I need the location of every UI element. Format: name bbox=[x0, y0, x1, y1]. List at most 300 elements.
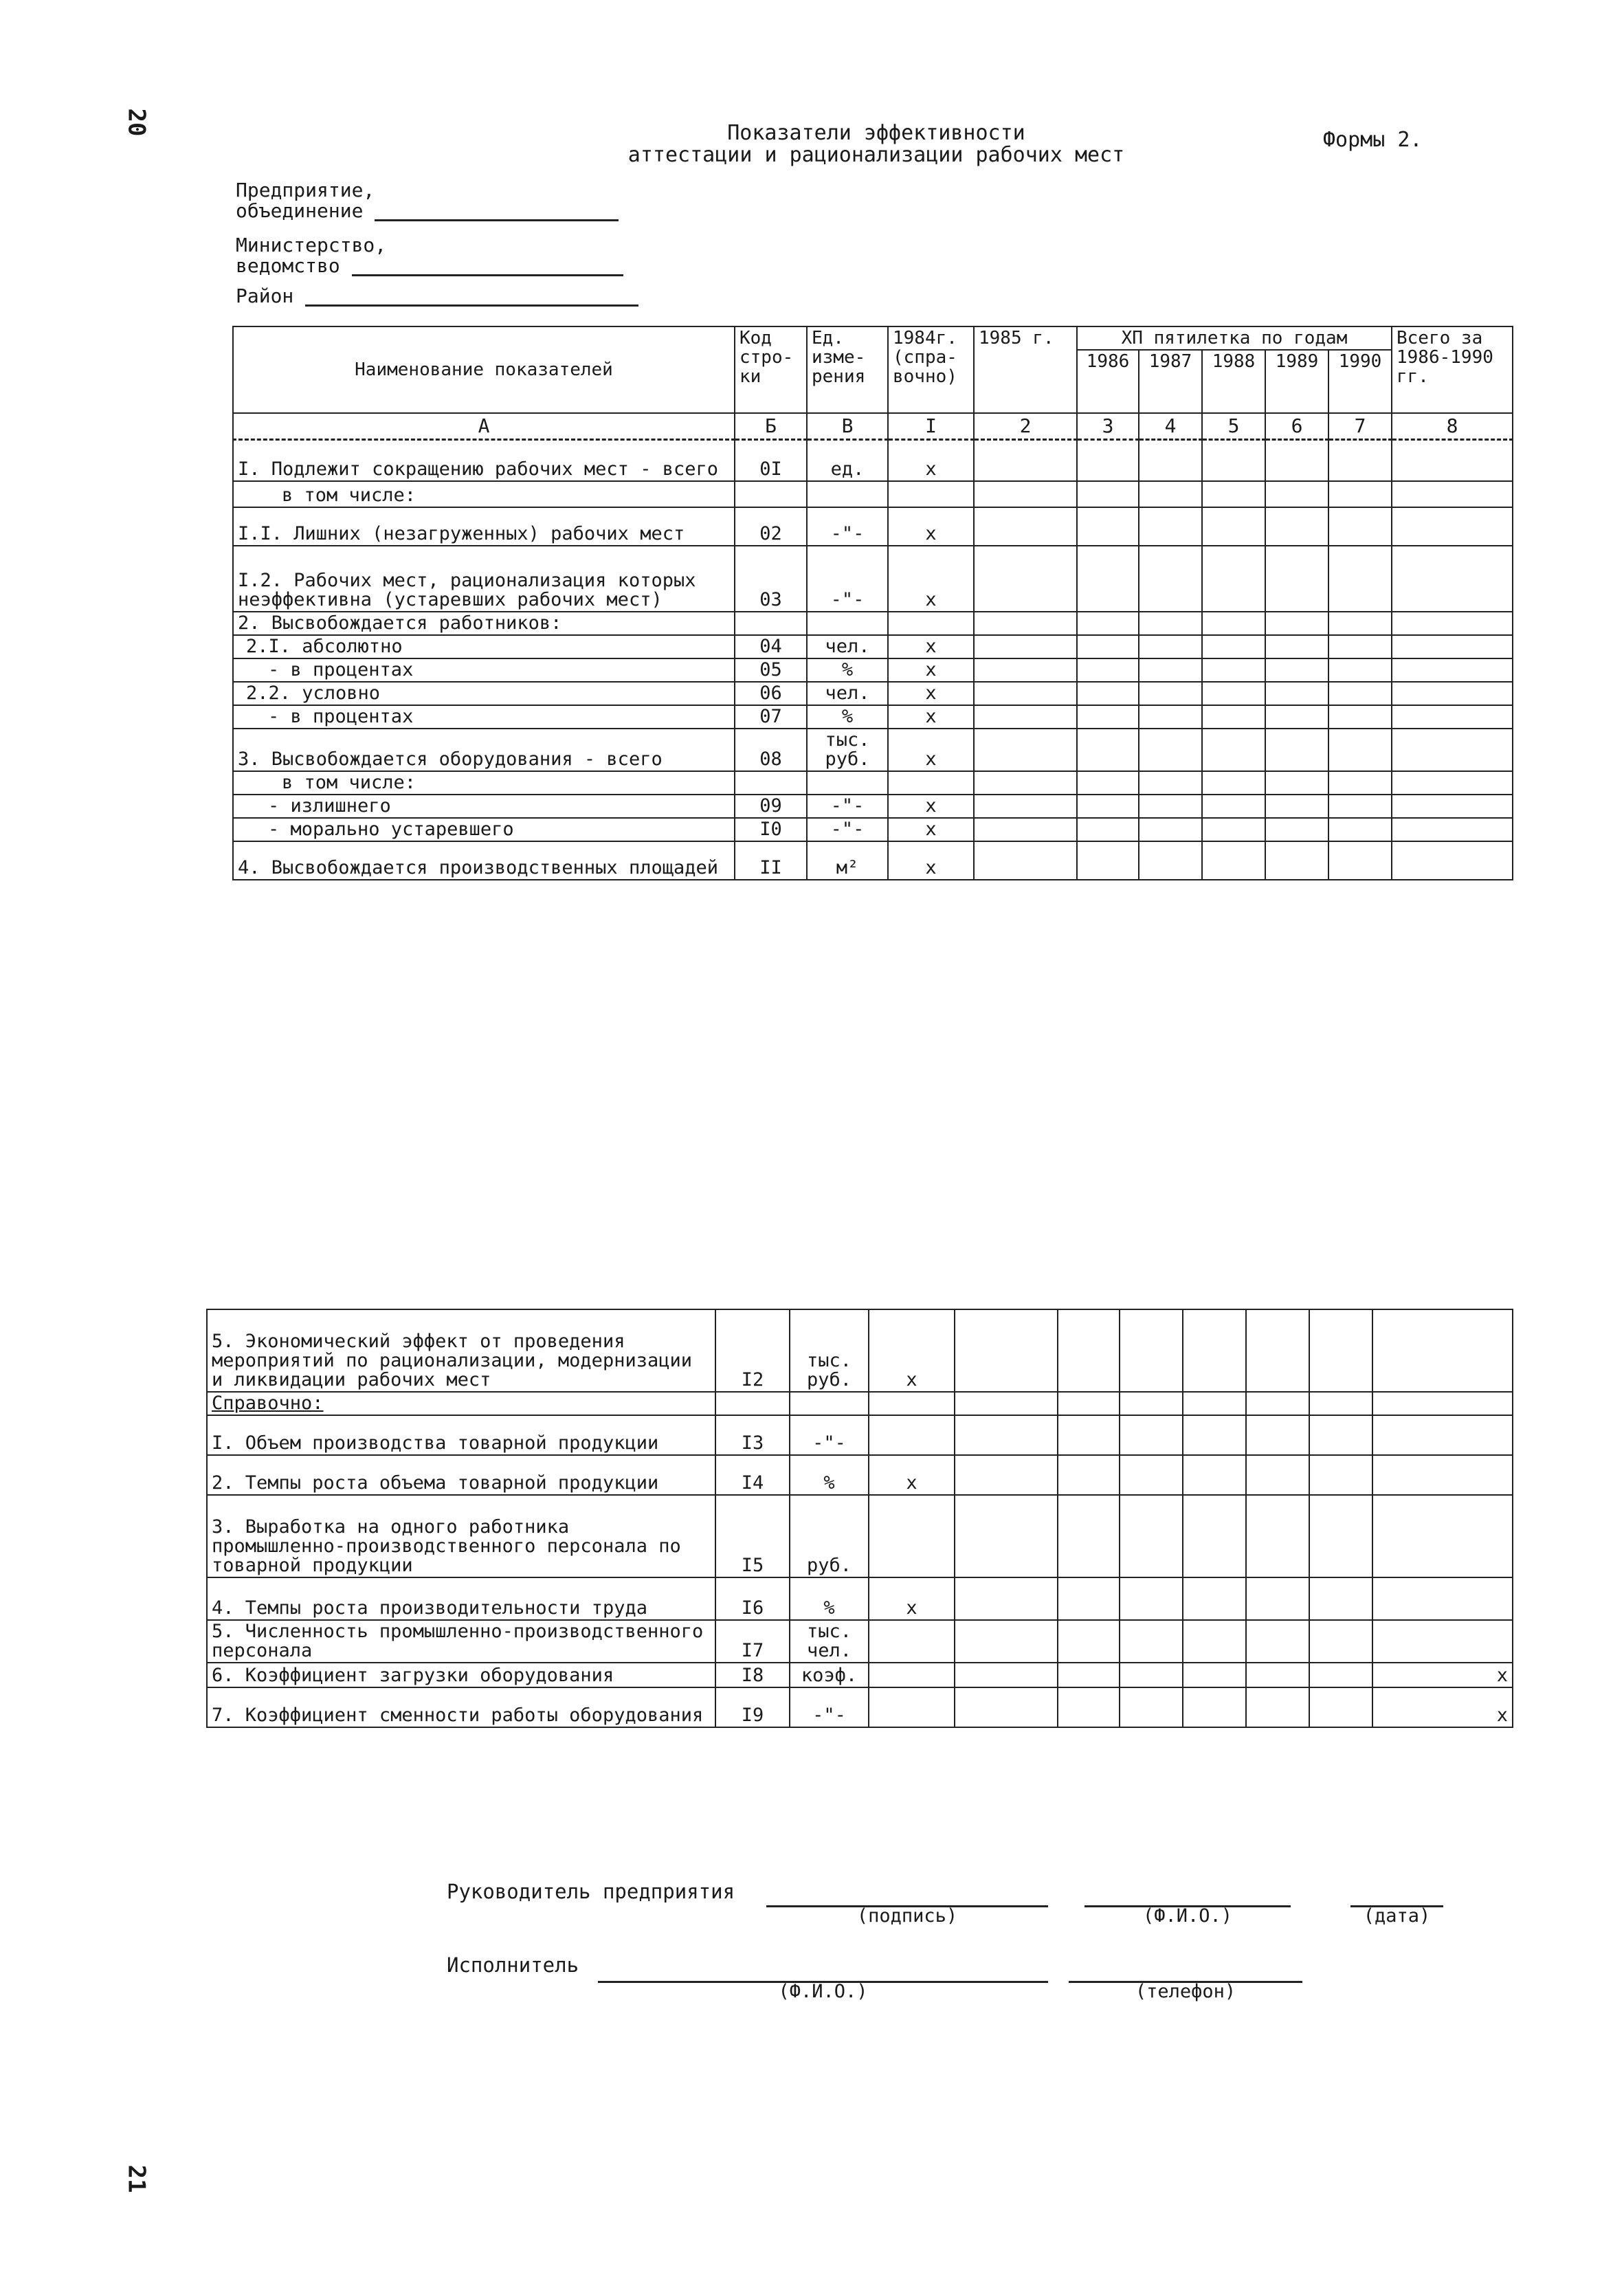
empty-value-cell[interactable] bbox=[955, 1455, 1058, 1495]
row-code: I0 bbox=[735, 818, 807, 841]
row-unit: -"- bbox=[807, 507, 888, 546]
empty-value-cell[interactable] bbox=[1392, 658, 1513, 682]
row-code: 03 bbox=[735, 546, 807, 612]
ministry-label-1: Министерство, bbox=[236, 234, 387, 256]
empty-value-cell[interactable] bbox=[1202, 635, 1265, 658]
empty-value-cell[interactable] bbox=[1246, 1392, 1309, 1415]
row-code: II bbox=[735, 841, 807, 880]
empty-value-cell[interactable] bbox=[1139, 481, 1202, 507]
table-row bbox=[233, 771, 1513, 795]
empty-value-cell[interactable] bbox=[974, 635, 1077, 658]
empty-value-cell[interactable] bbox=[1246, 1309, 1309, 1392]
row-unit: -"- bbox=[807, 795, 888, 818]
empty-value-cell[interactable] bbox=[1139, 795, 1202, 818]
empty-value-cell[interactable] bbox=[1392, 729, 1513, 771]
empty-value-cell[interactable] bbox=[1265, 841, 1328, 880]
row-code: 08 bbox=[735, 729, 807, 771]
row-name: 3. Высвобождается оборудования - всего bbox=[233, 729, 735, 771]
executor-label: Исполнитель bbox=[447, 1953, 579, 1977]
empty-value-cell[interactable] bbox=[1309, 1687, 1372, 1727]
table-row bbox=[207, 1687, 1513, 1727]
row-unit: % bbox=[790, 1577, 869, 1620]
empty-value-cell[interactable] bbox=[1265, 546, 1328, 612]
row-unit: чел. bbox=[807, 635, 888, 658]
empty-value-cell[interactable] bbox=[974, 795, 1077, 818]
row-code: I4 bbox=[715, 1455, 790, 1495]
table-row bbox=[233, 481, 1513, 507]
table-row bbox=[207, 1620, 1513, 1663]
empty-value-cell[interactable] bbox=[1202, 658, 1265, 682]
phone-caption: (телефон) bbox=[1135, 1981, 1236, 2002]
row-unit: -"- bbox=[807, 818, 888, 841]
empty-value-cell[interactable] bbox=[1246, 1620, 1309, 1663]
empty-value-cell[interactable] bbox=[1265, 682, 1328, 705]
empty-value-cell[interactable] bbox=[1328, 612, 1392, 635]
col-index: I bbox=[888, 413, 974, 440]
empty-value-cell[interactable] bbox=[1309, 1620, 1372, 1663]
empty-value-cell[interactable] bbox=[1183, 1415, 1246, 1455]
empty-value-cell[interactable] bbox=[1265, 658, 1328, 682]
table-row bbox=[207, 1495, 1513, 1577]
row-unit: % bbox=[790, 1455, 869, 1495]
empty-value-cell[interactable] bbox=[1139, 682, 1202, 705]
row-unit: коэф. bbox=[790, 1663, 869, 1687]
table-row bbox=[207, 1455, 1513, 1495]
col-index: 3 bbox=[1077, 413, 1139, 440]
row-1984 bbox=[869, 1620, 955, 1663]
empty-value-cell[interactable] bbox=[1202, 818, 1265, 841]
row-name: 5. Экономический эффект от проведения мероприятий по рационализации, модернизации и ликвидации рабочих мест bbox=[207, 1309, 715, 1392]
empty-value-cell[interactable] bbox=[1246, 1415, 1309, 1455]
empty-value-cell[interactable] bbox=[1328, 795, 1392, 818]
row-name: 2.2. условно bbox=[233, 682, 735, 705]
table-row bbox=[207, 1415, 1513, 1455]
ministry-field bbox=[236, 235, 623, 276]
empty-value-cell[interactable] bbox=[1328, 705, 1392, 729]
empty-value-cell[interactable] bbox=[1077, 507, 1139, 546]
col-index: 4 bbox=[1139, 413, 1202, 440]
header-1984: 1984г. (спра-вочно) bbox=[888, 326, 974, 413]
empty-value-cell[interactable] bbox=[1328, 818, 1392, 841]
header-name: Наименование показателей bbox=[233, 326, 735, 413]
empty-value-cell[interactable] bbox=[1309, 1415, 1372, 1455]
ministry-input-line[interactable] bbox=[352, 258, 623, 276]
table-row bbox=[233, 546, 1513, 612]
header-plan: ХП пятилетка по годам bbox=[1077, 326, 1392, 350]
empty-value-cell[interactable] bbox=[1077, 818, 1139, 841]
table-row bbox=[233, 795, 1513, 818]
empty-value-cell[interactable] bbox=[1139, 635, 1202, 658]
empty-value-cell[interactable] bbox=[1139, 729, 1202, 771]
row-code: 05 bbox=[735, 658, 807, 682]
row-code: I7 bbox=[715, 1620, 790, 1663]
table-row bbox=[233, 818, 1513, 841]
empty-value-cell[interactable] bbox=[1058, 1663, 1120, 1687]
empty-value-cell[interactable] bbox=[1392, 507, 1513, 546]
empty-value-cell[interactable] bbox=[1120, 1687, 1183, 1727]
row-code bbox=[715, 1392, 790, 1415]
row-unit bbox=[807, 612, 888, 635]
empty-value-cell[interactable] bbox=[1077, 795, 1139, 818]
empty-value-cell[interactable] bbox=[974, 658, 1077, 682]
header-1986: 1986 bbox=[1077, 350, 1139, 413]
empty-value-cell[interactable] bbox=[1077, 729, 1139, 771]
empty-value-cell[interactable] bbox=[1139, 658, 1202, 682]
empty-value-cell[interactable] bbox=[1309, 1495, 1372, 1577]
empty-value-cell[interactable] bbox=[1183, 1577, 1246, 1620]
enterprise-input-line[interactable] bbox=[375, 203, 619, 221]
empty-value-cell[interactable] bbox=[1058, 1687, 1120, 1727]
header-1985: 1985 г. bbox=[974, 326, 1077, 413]
date-caption: (дата) bbox=[1363, 1905, 1431, 1927]
empty-value-cell[interactable] bbox=[1309, 1392, 1372, 1415]
row-unit: тыс. руб. bbox=[807, 729, 888, 771]
table-row bbox=[207, 1392, 1513, 1415]
empty-value-cell[interactable] bbox=[1392, 841, 1513, 880]
empty-value-cell[interactable] bbox=[1328, 507, 1392, 546]
enterprise-label-1: Предприятие, bbox=[236, 179, 375, 201]
empty-value-cell[interactable] bbox=[1328, 841, 1392, 880]
row-name: 7. Коэффициент сменности работы оборудования bbox=[207, 1687, 715, 1727]
empty-value-cell[interactable] bbox=[1058, 1392, 1120, 1415]
row-total bbox=[1372, 1415, 1513, 1455]
empty-value-cell[interactable] bbox=[1265, 771, 1328, 795]
empty-value-cell[interactable] bbox=[955, 1392, 1058, 1415]
empty-value-cell[interactable] bbox=[1265, 481, 1328, 507]
empty-value-cell[interactable] bbox=[1265, 612, 1328, 635]
row-code: I5 bbox=[715, 1495, 790, 1577]
header-code: Код стро-ки bbox=[735, 326, 807, 413]
row-code bbox=[735, 612, 807, 635]
row-code: 06 bbox=[735, 682, 807, 705]
empty-value-cell[interactable] bbox=[1120, 1495, 1183, 1577]
row-code: I6 bbox=[715, 1577, 790, 1620]
reference-table bbox=[206, 1309, 1513, 1728]
row-1984: x bbox=[888, 635, 974, 658]
row-1984: x bbox=[869, 1455, 955, 1495]
enterprise-field bbox=[236, 180, 619, 221]
empty-value-cell[interactable] bbox=[974, 612, 1077, 635]
header-1988: 1988 bbox=[1202, 350, 1265, 413]
empty-value-cell[interactable] bbox=[955, 1687, 1058, 1727]
empty-value-cell[interactable] bbox=[974, 481, 1077, 507]
empty-value-cell[interactable] bbox=[1309, 1577, 1372, 1620]
row-unit: % bbox=[807, 705, 888, 729]
empty-value-cell[interactable] bbox=[1202, 481, 1265, 507]
empty-value-cell[interactable] bbox=[1077, 481, 1139, 507]
empty-value-cell[interactable] bbox=[1077, 612, 1139, 635]
empty-value-cell[interactable] bbox=[1139, 507, 1202, 546]
empty-value-cell[interactable] bbox=[1120, 1663, 1183, 1687]
empty-value-cell[interactable] bbox=[1183, 1455, 1246, 1495]
col-index: 2 bbox=[974, 413, 1077, 440]
empty-value-cell[interactable] bbox=[1077, 635, 1139, 658]
bottom-page-number: 21 bbox=[122, 2164, 151, 2193]
empty-value-cell[interactable] bbox=[1120, 1309, 1183, 1392]
row-name: - морально устаревшего bbox=[233, 818, 735, 841]
empty-value-cell[interactable] bbox=[1120, 1455, 1183, 1495]
empty-value-cell[interactable] bbox=[1328, 635, 1392, 658]
empty-value-cell[interactable] bbox=[955, 1663, 1058, 1687]
empty-value-cell[interactable] bbox=[1139, 705, 1202, 729]
row-name: I.I. Лишних (незагруженных) рабочих мест bbox=[233, 507, 735, 546]
empty-value-cell[interactable] bbox=[1392, 682, 1513, 705]
empty-value-cell[interactable] bbox=[1265, 440, 1328, 481]
table-row bbox=[233, 841, 1513, 880]
empty-value-cell[interactable] bbox=[1139, 818, 1202, 841]
header-1990: 1990 bbox=[1328, 350, 1392, 413]
row-unit: тыс. руб. bbox=[790, 1309, 869, 1392]
row-1984: x bbox=[888, 440, 974, 481]
row-total bbox=[1372, 1495, 1513, 1577]
row-unit: -"- bbox=[807, 546, 888, 612]
empty-value-cell[interactable] bbox=[1328, 481, 1392, 507]
row-1984 bbox=[869, 1392, 955, 1415]
row-name: 3. Выработка на одного работника промышленно-производственного персонала по товарной продукции bbox=[207, 1495, 715, 1577]
empty-value-cell[interactable] bbox=[1058, 1415, 1120, 1455]
row-unit: -"- bbox=[790, 1687, 869, 1727]
empty-value-cell[interactable] bbox=[1246, 1577, 1309, 1620]
district-input-line[interactable] bbox=[305, 288, 638, 307]
empty-value-cell[interactable] bbox=[1183, 1495, 1246, 1577]
empty-value-cell[interactable] bbox=[955, 1415, 1058, 1455]
empty-value-cell[interactable] bbox=[955, 1309, 1058, 1392]
col-index: 5 bbox=[1202, 413, 1265, 440]
row-name: 2. Темпы роста объема товарной продукции bbox=[207, 1455, 715, 1495]
empty-value-cell[interactable] bbox=[1392, 818, 1513, 841]
empty-value-cell[interactable] bbox=[1202, 440, 1265, 481]
signature-caption: (подпись) bbox=[856, 1905, 958, 1927]
empty-value-cell[interactable] bbox=[955, 1577, 1058, 1620]
table-row bbox=[207, 1309, 1513, 1392]
empty-value-cell[interactable] bbox=[1202, 771, 1265, 795]
empty-value-cell[interactable] bbox=[1246, 1455, 1309, 1495]
row-code: 04 bbox=[735, 635, 807, 658]
empty-value-cell[interactable] bbox=[1202, 682, 1265, 705]
row-1984: x bbox=[888, 818, 974, 841]
row-total bbox=[1372, 1309, 1513, 1392]
empty-value-cell[interactable] bbox=[1265, 818, 1328, 841]
empty-value-cell[interactable] bbox=[1183, 1620, 1246, 1663]
empty-value-cell[interactable] bbox=[1328, 546, 1392, 612]
row-1984: x bbox=[888, 729, 974, 771]
empty-value-cell[interactable] bbox=[1202, 795, 1265, 818]
empty-value-cell[interactable] bbox=[1309, 1309, 1372, 1392]
empty-value-cell[interactable] bbox=[1328, 440, 1392, 481]
table-row bbox=[233, 682, 1513, 705]
empty-value-cell[interactable] bbox=[1246, 1687, 1309, 1727]
form-label: Формы 2. bbox=[1323, 128, 1423, 152]
header-1989: 1989 bbox=[1265, 350, 1328, 413]
row-name: 6. Коэффициент загрузки оборудования bbox=[207, 1663, 715, 1687]
row-name: в том числе: bbox=[233, 481, 735, 507]
empty-value-cell[interactable] bbox=[1077, 546, 1139, 612]
empty-value-cell[interactable] bbox=[1183, 1687, 1246, 1727]
empty-value-cell[interactable] bbox=[1058, 1620, 1120, 1663]
table-row bbox=[233, 507, 1513, 546]
row-1984 bbox=[888, 771, 974, 795]
row-total bbox=[1372, 1620, 1513, 1663]
table-row bbox=[233, 440, 1513, 481]
row-name: 4. Темпы роста производительности труда bbox=[207, 1577, 715, 1620]
empty-value-cell[interactable] bbox=[1077, 841, 1139, 880]
empty-value-cell[interactable] bbox=[974, 546, 1077, 612]
executor-fio-caption: (Ф.И.О.) bbox=[778, 1981, 868, 2002]
empty-value-cell[interactable] bbox=[1120, 1392, 1183, 1415]
col-index: В bbox=[807, 413, 888, 440]
ministry-label-2: ведомство bbox=[236, 254, 340, 277]
empty-value-cell[interactable] bbox=[1265, 705, 1328, 729]
empty-value-cell[interactable] bbox=[955, 1620, 1058, 1663]
row-name: 5. Численность промышленно-производственного персонала bbox=[207, 1620, 715, 1663]
row-unit bbox=[807, 481, 888, 507]
top-page-number: 20 bbox=[122, 108, 151, 137]
empty-value-cell[interactable] bbox=[1265, 635, 1328, 658]
empty-value-cell[interactable] bbox=[1077, 658, 1139, 682]
empty-value-cell[interactable] bbox=[1202, 546, 1265, 612]
row-1984: x bbox=[888, 841, 974, 880]
empty-value-cell[interactable] bbox=[1392, 546, 1513, 612]
row-total bbox=[1372, 1577, 1513, 1620]
empty-value-cell[interactable] bbox=[1392, 481, 1513, 507]
row-name: I.2. Рабочих мест, рационализация которых неэффективна (устаревших рабочих мест) bbox=[233, 546, 735, 612]
enterprise-label-2: объединение bbox=[236, 199, 364, 222]
empty-value-cell[interactable] bbox=[1058, 1577, 1120, 1620]
row-unit: тыс. чел. bbox=[790, 1620, 869, 1663]
empty-value-cell[interactable] bbox=[1392, 635, 1513, 658]
table-row bbox=[233, 612, 1513, 635]
empty-value-cell[interactable] bbox=[1265, 507, 1328, 546]
empty-value-cell[interactable] bbox=[974, 818, 1077, 841]
head-fio-caption: (Ф.И.О.) bbox=[1142, 1905, 1233, 1927]
empty-value-cell[interactable] bbox=[1202, 841, 1265, 880]
row-name: Справочно: bbox=[207, 1392, 715, 1415]
row-code: I3 bbox=[715, 1415, 790, 1455]
empty-value-cell[interactable] bbox=[1328, 658, 1392, 682]
col-index: Б bbox=[735, 413, 807, 440]
row-code: 07 bbox=[735, 705, 807, 729]
empty-value-cell[interactable] bbox=[1077, 771, 1139, 795]
row-name: - в процентах bbox=[233, 705, 735, 729]
row-name: I. Подлежит сокращению рабочих мест - всего bbox=[233, 440, 735, 481]
row-1984 bbox=[869, 1663, 955, 1687]
empty-value-cell[interactable] bbox=[1139, 841, 1202, 880]
row-total bbox=[1372, 1392, 1513, 1415]
empty-value-cell[interactable] bbox=[1183, 1392, 1246, 1415]
empty-value-cell[interactable] bbox=[974, 729, 1077, 771]
col-index: 6 bbox=[1265, 413, 1328, 440]
row-code: I2 bbox=[715, 1309, 790, 1392]
empty-value-cell[interactable] bbox=[1309, 1663, 1372, 1687]
empty-value-cell[interactable] bbox=[1328, 771, 1392, 795]
row-1984: x bbox=[888, 546, 974, 612]
empty-value-cell[interactable] bbox=[955, 1495, 1058, 1577]
empty-value-cell[interactable] bbox=[1328, 729, 1392, 771]
empty-value-cell[interactable] bbox=[974, 440, 1077, 481]
empty-value-cell[interactable] bbox=[1202, 705, 1265, 729]
empty-value-cell[interactable] bbox=[1392, 705, 1513, 729]
row-unit: чел. bbox=[807, 682, 888, 705]
empty-value-cell[interactable] bbox=[1077, 705, 1139, 729]
row-1984 bbox=[869, 1687, 955, 1727]
head-label: Руководитель предприятия bbox=[447, 1880, 735, 1903]
header-unit: Ед. изме-рения bbox=[807, 326, 888, 413]
empty-value-cell[interactable] bbox=[1202, 729, 1265, 771]
row-name: в том числе: bbox=[233, 771, 735, 795]
empty-value-cell[interactable] bbox=[1077, 682, 1139, 705]
row-unit: -"- bbox=[790, 1415, 869, 1455]
row-1984 bbox=[888, 481, 974, 507]
table-row bbox=[233, 635, 1513, 658]
col-index: 7 bbox=[1328, 413, 1392, 440]
empty-value-cell[interactable] bbox=[1183, 1663, 1246, 1687]
empty-value-cell[interactable] bbox=[1392, 771, 1513, 795]
row-code bbox=[735, 771, 807, 795]
table-row bbox=[207, 1577, 1513, 1620]
empty-value-cell[interactable] bbox=[1058, 1309, 1120, 1392]
table-header-row bbox=[233, 326, 1513, 350]
table-row bbox=[233, 705, 1513, 729]
empty-value-cell[interactable] bbox=[1392, 795, 1513, 818]
empty-value-cell[interactable] bbox=[1139, 771, 1202, 795]
row-code bbox=[735, 481, 807, 507]
empty-value-cell[interactable] bbox=[1246, 1495, 1309, 1577]
row-unit: ед. bbox=[807, 440, 888, 481]
empty-value-cell[interactable] bbox=[1077, 440, 1139, 481]
empty-value-cell[interactable] bbox=[974, 705, 1077, 729]
empty-value-cell[interactable] bbox=[1120, 1577, 1183, 1620]
empty-value-cell[interactable] bbox=[1392, 612, 1513, 635]
row-1984: x bbox=[869, 1309, 955, 1392]
empty-value-cell[interactable] bbox=[1183, 1309, 1246, 1392]
empty-value-cell[interactable] bbox=[1202, 612, 1265, 635]
empty-value-cell[interactable] bbox=[1139, 440, 1202, 481]
row-name: 2. Высвобождается работников: bbox=[233, 612, 735, 635]
empty-value-cell[interactable] bbox=[1392, 440, 1513, 481]
district-label: Район bbox=[236, 285, 294, 307]
empty-value-cell[interactable] bbox=[1120, 1415, 1183, 1455]
row-total: x bbox=[1372, 1687, 1513, 1727]
empty-value-cell[interactable] bbox=[974, 841, 1077, 880]
empty-value-cell[interactable] bbox=[974, 507, 1077, 546]
table-row bbox=[233, 658, 1513, 682]
district-field bbox=[236, 286, 638, 307]
empty-value-cell[interactable] bbox=[974, 771, 1077, 795]
row-name: 4. Высвобождается производственных площадей bbox=[233, 841, 735, 880]
empty-value-cell[interactable] bbox=[1120, 1620, 1183, 1663]
row-code: I9 bbox=[715, 1687, 790, 1727]
empty-value-cell[interactable] bbox=[1058, 1495, 1120, 1577]
table-row bbox=[233, 729, 1513, 771]
empty-value-cell[interactable] bbox=[1328, 682, 1392, 705]
empty-value-cell[interactable] bbox=[1139, 612, 1202, 635]
header-1987: 1987 bbox=[1139, 350, 1202, 413]
row-name: - излишнего bbox=[233, 795, 735, 818]
empty-value-cell[interactable] bbox=[1202, 507, 1265, 546]
row-unit bbox=[807, 771, 888, 795]
empty-value-cell[interactable] bbox=[1139, 546, 1202, 612]
empty-value-cell[interactable] bbox=[1265, 729, 1328, 771]
row-1984: x bbox=[888, 795, 974, 818]
empty-value-cell[interactable] bbox=[1265, 795, 1328, 818]
empty-value-cell[interactable] bbox=[974, 682, 1077, 705]
empty-value-cell[interactable] bbox=[1309, 1455, 1372, 1495]
empty-value-cell[interactable] bbox=[1246, 1663, 1309, 1687]
empty-value-cell[interactable] bbox=[1058, 1455, 1120, 1495]
row-name: - в процентах bbox=[233, 658, 735, 682]
row-unit: м² bbox=[807, 841, 888, 880]
header-total: Всего за 1986-1990 гг. bbox=[1392, 326, 1513, 413]
